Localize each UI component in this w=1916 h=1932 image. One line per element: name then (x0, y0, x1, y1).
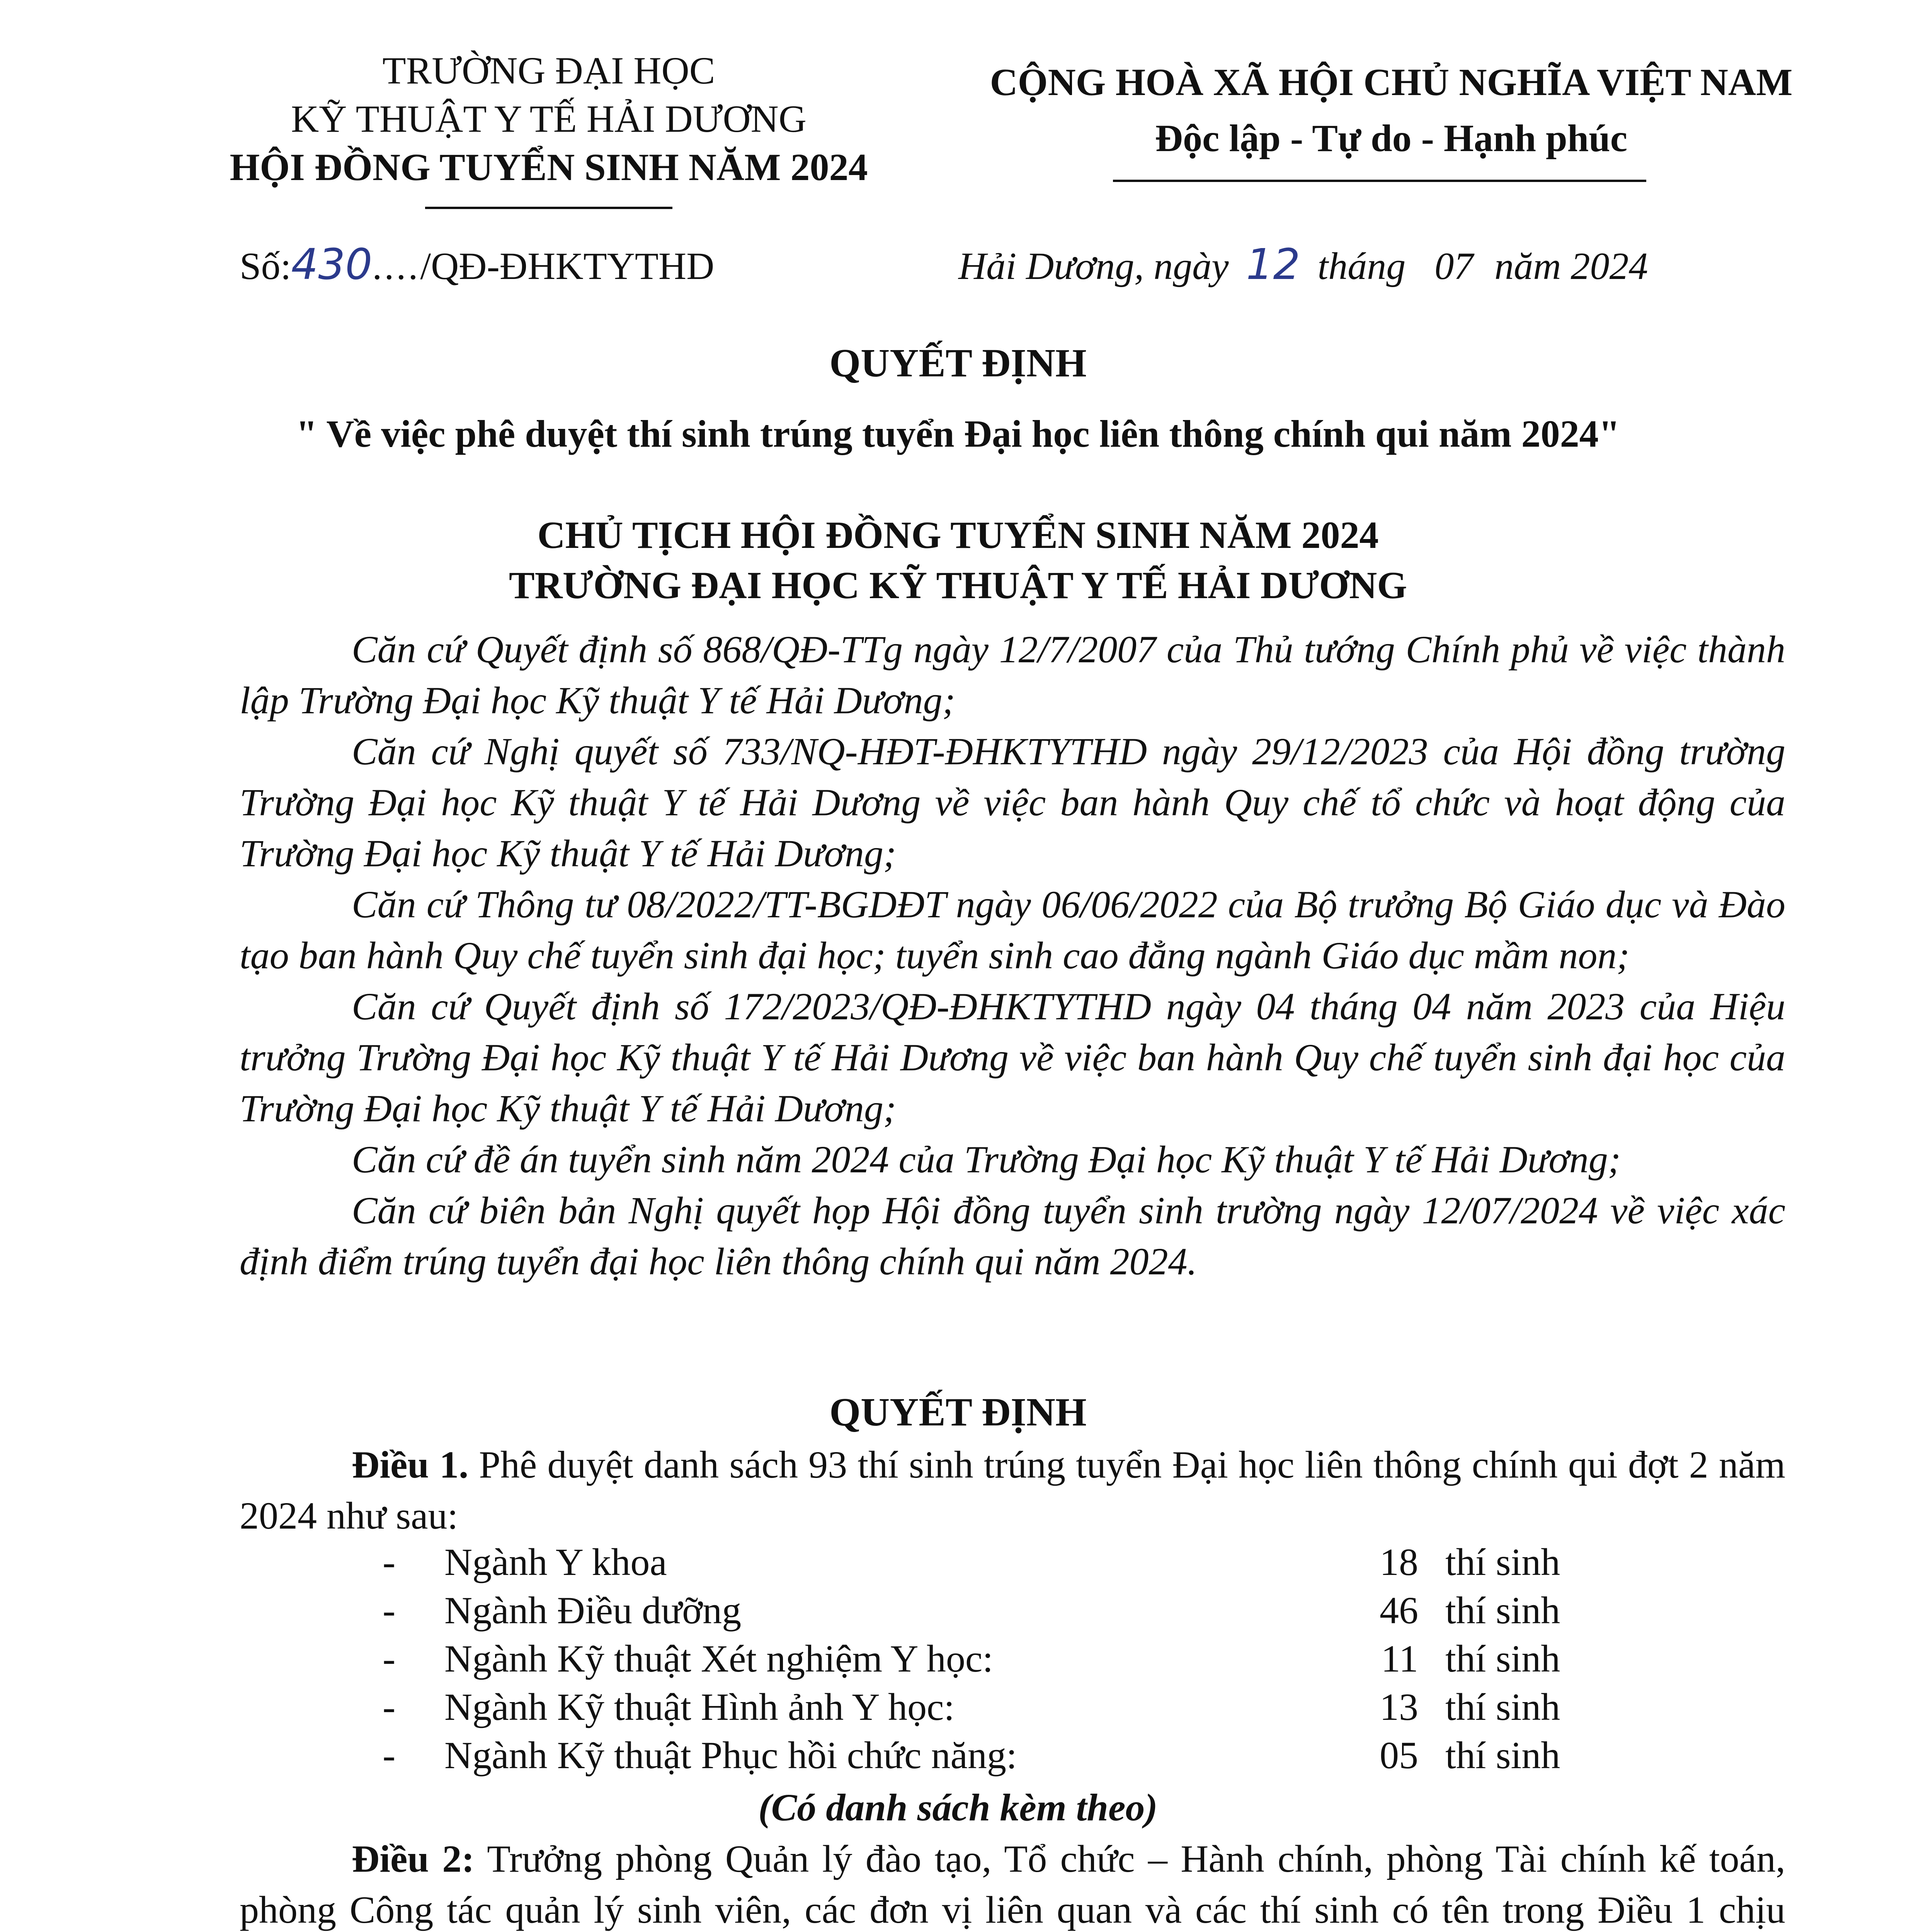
basis-item: Căn cứ Quyết định số 868/QĐ-TTg ngày 12/7/2007 của Thủ tướng Chính phủ về việc thành lập Trường Đại học Kỹ thuật Y tế Hải Dương; (240, 628, 1785, 722)
org-line-3: HỘI ĐỒNG TUYỂN SINH NĂM 2024 (230, 146, 868, 189)
article-1-text-block (240, 1439, 1785, 1541)
authority-line-1: CHỦ TỊCH HỘI ĐỒNG TUYỂN SINH NĂM 2024 (537, 514, 1379, 556)
legal-bases (240, 624, 1785, 1287)
date-line (958, 240, 1648, 289)
list-dash: - (383, 1589, 396, 1632)
date-prefix: Hải Dương, ngày (958, 245, 1229, 287)
major-count: 11 (1381, 1637, 1418, 1680)
date-month: 07 (1434, 245, 1474, 287)
basis-item: Căn cứ biên bản Nghị quyết họp Hội đồng tuyển sinh trường ngày 12/07/2024 về việc xác định điểm trúng tuyển đại học liên thông chính qui năm 2024. (240, 1189, 1785, 1283)
doc-number (240, 240, 714, 289)
article-2-text: Trưởng phòng Quản lý đào tạo, Tổ chức – Hành chính, phòng Tài chính kế toán, phòng Công tác quản lý sinh viên, các đơn vị liên quan và các thí sinh có tên trong Điều 1 chịu (240, 1837, 1785, 1931)
major-name: Ngành Điều dưỡng (444, 1589, 742, 1632)
list-dash: - (383, 1734, 396, 1777)
major-name: Ngành Kỹ thuật Hình ảnh Y học: (444, 1685, 955, 1728)
list-item (383, 1733, 1581, 1781)
authority-line-2: TRƯỜNG ĐẠI HỌC KỸ THUẬT Y TẾ HẢI DƯƠNG (509, 564, 1407, 607)
list-item (383, 1636, 1581, 1685)
article-1 (240, 1439, 1785, 1541)
nation-line-1: CỘNG HOÀ XÃ HỘI CHỦ NGHĨA VIỆT NAM (990, 61, 1793, 104)
major-count: 05 (1380, 1734, 1418, 1777)
motto-underline (1113, 180, 1646, 182)
decision-heading: QUYẾT ĐỊNH (829, 1390, 1087, 1434)
authority-block (0, 510, 1916, 611)
article-1-text: Phê duyệt danh sách 93 thí sinh trúng tuyển Đại học liên thông chính qui đợt 2 năm 2024 như sau: (240, 1443, 1785, 1537)
list-dash: - (383, 1541, 396, 1583)
list-dash: - (383, 1637, 396, 1680)
basis-item: Căn cứ Thông tư 08/2022/TT-BGDĐT ngày 06/06/2022 của Bộ trưởng Bộ Giáo dục và Đào tạo ban hành Quy chế tuyển sinh đại học; tuyển sinh cao đẳng ngành Giáo dục mầm non; (240, 883, 1785, 977)
list-dash: - (383, 1685, 396, 1728)
list-item (383, 1685, 1581, 1733)
doc-number-dots: .... (372, 245, 420, 287)
major-count: 18 (1380, 1541, 1418, 1583)
article-2 (240, 1833, 1785, 1932)
doc-number-handwritten: 430 (291, 240, 373, 289)
article-2-text-block (240, 1833, 1785, 1932)
article-1-label: Điều 1. (352, 1443, 469, 1486)
major-count: 46 (1380, 1589, 1418, 1632)
attachment-note: (Có danh sách kèm theo) (758, 1786, 1158, 1829)
major-count: 13 (1380, 1685, 1418, 1728)
major-unit: thí sinh (1445, 1637, 1560, 1680)
motto-line: Độc lập - Tự do - Hạnh phúc (1155, 117, 1628, 160)
major-unit: thí sinh (1445, 1734, 1560, 1777)
basis-item: Căn cứ Nghị quyết số 733/NQ-HĐT-ĐHKTYTHD ngày 29/12/2023 của Hội đồng trường Trường Đại học Kỹ thuật Y tế Hải Dương về việc ban hành Quy chế tổ chức và hoạt động của Trường Đại học Kỹ thuật Y tế Hải Dương; (240, 730, 1785, 875)
date-year: 2024 (1571, 245, 1648, 287)
major-name: Ngành Y khoa (444, 1541, 667, 1583)
doc-number-suffix: /QĐ-ĐHKTYTHD (420, 245, 715, 287)
org-line-1: TRƯỜNG ĐẠI HỌC (382, 49, 715, 92)
doc-number-prefix: Số: (240, 245, 291, 287)
date-day-handwritten: 12 (1246, 240, 1300, 289)
basis-item: Căn cứ đề án tuyển sinh năm 2024 của Trường Đại học Kỹ thuật Y tế Hải Dương; (352, 1138, 1621, 1181)
major-unit: thí sinh (1445, 1685, 1560, 1728)
major-name: Ngành Kỹ thuật Xét nghiệm Y học: (444, 1637, 994, 1680)
date-month-label: tháng (1317, 245, 1406, 287)
basis-item: Căn cứ Quyết định số 172/2023/QĐ-ĐHKTYTHD ngày 04 tháng 04 năm 2023 của Hiệu trưởng Trường Đại học Kỹ thuật Y tế Hải Dương về việc ban hành Quy chế tuyển sinh đại học của Trường Đại học Kỹ thuật Y tế Hải Dương; (240, 985, 1785, 1130)
article-2-label: Điều 2: (352, 1837, 475, 1880)
major-unit: thí sinh (1445, 1541, 1560, 1583)
org-line-2: KỸ THUẬT Y TẾ HẢI DƯƠNG (291, 97, 807, 140)
decision-subject: " Về việc phê duyệt thí sinh trúng tuyển Đại học liên thông chính qui năm 2024" (296, 412, 1620, 455)
org-underline (425, 207, 672, 209)
org-header (128, 46, 970, 191)
decision-title: QUYẾT ĐỊNH (829, 341, 1087, 385)
major-unit: thí sinh (1445, 1589, 1560, 1632)
major-name: Ngành Kỹ thuật Phục hồi chức năng: (444, 1734, 1017, 1777)
nation-header (927, 58, 1855, 162)
list-item (383, 1540, 1581, 1588)
list-item (383, 1588, 1581, 1636)
date-year-label: năm (1494, 245, 1561, 287)
